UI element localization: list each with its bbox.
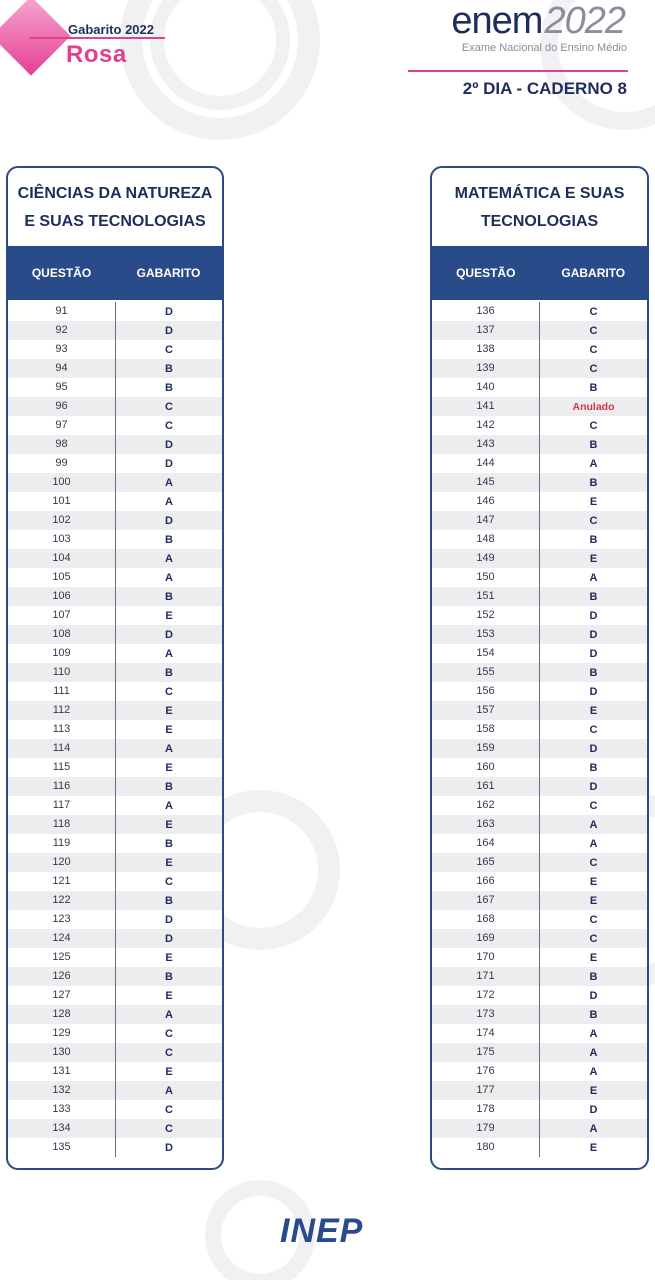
answer-value: Anulado (572, 400, 615, 413)
question-number: 135 (8, 1138, 116, 1157)
table-row (432, 663, 647, 682)
answer-value: E (589, 1141, 598, 1154)
answer-value: D (589, 685, 598, 698)
table-row (8, 853, 222, 872)
question-number: 174 (432, 1024, 540, 1043)
table-row (432, 1119, 647, 1138)
question-number: 163 (432, 815, 540, 834)
question-number: 141 (432, 397, 540, 416)
table-row (432, 872, 647, 891)
question-number: 152 (432, 606, 540, 625)
question-number: 122 (8, 891, 116, 910)
table-row (8, 910, 222, 929)
question-number: 164 (432, 834, 540, 853)
question-number: 121 (8, 872, 116, 891)
table-row (432, 321, 647, 340)
question-number: 130 (8, 1043, 116, 1062)
badge-divider (30, 37, 165, 39)
question-number: 124 (8, 929, 116, 948)
table-row (432, 454, 647, 473)
answer-table-natural-sciences (6, 166, 224, 1170)
question-number: 125 (8, 948, 116, 967)
answer-value: C (589, 913, 598, 926)
question-number: 123 (8, 910, 116, 929)
answer-value: B (589, 438, 598, 451)
question-number: 180 (432, 1138, 540, 1157)
badge-title: Gabarito 2022 (68, 22, 154, 37)
answer-value: A (589, 457, 598, 470)
table-row (432, 549, 647, 568)
question-number: 120 (8, 853, 116, 872)
answer-value: B (165, 970, 173, 983)
answer-value: C (165, 1122, 173, 1135)
answer-value: E (165, 704, 173, 717)
answer-value: C (165, 343, 173, 356)
table-row (8, 1005, 222, 1024)
enem-logo-word: enem (451, 0, 543, 42)
question-number: 99 (8, 454, 116, 473)
answer-table-mathematics (430, 166, 649, 1170)
answer-value: D (589, 628, 598, 641)
answer-value: D (165, 305, 173, 318)
answer-value: B (589, 381, 598, 394)
table-row (8, 321, 222, 340)
table-row (432, 758, 647, 777)
table-row (432, 1138, 647, 1157)
answer-value: D (165, 628, 173, 641)
question-number: 148 (432, 530, 540, 549)
table-row (432, 644, 647, 663)
table-row (432, 834, 647, 853)
question-number: 178 (432, 1100, 540, 1119)
question-number: 139 (432, 359, 540, 378)
answer-value: B (165, 362, 173, 375)
table-row (432, 302, 647, 321)
table-title: CIÊNCIAS DA NATUREZA E SUAS TECNOLOGIAS (17, 185, 213, 230)
question-number: 98 (8, 435, 116, 454)
table-row (8, 872, 222, 891)
table-row (432, 1062, 647, 1081)
table-row (432, 568, 647, 587)
answer-value: E (165, 951, 173, 964)
question-number: 93 (8, 340, 116, 359)
answer-value: C (589, 856, 598, 869)
answer-value: E (589, 704, 598, 717)
question-number: 114 (8, 739, 116, 758)
enem-logo (451, 0, 625, 43)
answer-value: D (589, 609, 598, 622)
table-row (432, 1024, 647, 1043)
table-row (8, 416, 222, 435)
inep-logo: INEP (280, 1212, 364, 1250)
answer-value: A (165, 742, 173, 755)
question-number: 177 (432, 1081, 540, 1100)
table-header (8, 246, 222, 300)
question-number: 167 (432, 891, 540, 910)
answer-value: B (165, 666, 173, 679)
answer-value: E (165, 761, 173, 774)
question-number: 145 (432, 473, 540, 492)
table-row (8, 1062, 222, 1081)
table-row (8, 511, 222, 530)
table-row (8, 834, 222, 853)
question-number: 176 (432, 1062, 540, 1081)
table-row (432, 777, 647, 796)
table-row (432, 948, 647, 967)
table-row (8, 644, 222, 663)
answer-value: B (589, 666, 598, 679)
answer-value: B (589, 590, 598, 603)
question-number: 150 (432, 568, 540, 587)
table-rows (8, 300, 222, 1157)
answer-value: A (165, 552, 173, 565)
question-number: 166 (432, 872, 540, 891)
table-row (8, 720, 222, 739)
table-row (8, 815, 222, 834)
table-row (432, 815, 647, 834)
answer-value: E (165, 989, 173, 1002)
answer-value: C (589, 932, 598, 945)
answer-value: C (165, 1103, 173, 1116)
answer-value: E (165, 723, 173, 736)
question-number: 129 (8, 1024, 116, 1043)
question-number: 95 (8, 378, 116, 397)
answer-value: A (165, 495, 173, 508)
answer-value: C (589, 343, 598, 356)
table-row (432, 701, 647, 720)
question-number: 104 (8, 549, 116, 568)
answer-value: B (165, 837, 173, 850)
table-row (8, 891, 222, 910)
table-row (8, 473, 222, 492)
answer-value: A (165, 799, 173, 812)
table-title: MATEMÁTICA E SUAS TECNOLOGIAS (454, 185, 625, 230)
table-row (8, 587, 222, 606)
column-header-question: QUESTÃO (31, 266, 92, 280)
question-number: 149 (432, 549, 540, 568)
table-row (8, 302, 222, 321)
answer-value: E (589, 495, 598, 508)
answer-value: E (165, 609, 173, 622)
table-row (8, 435, 222, 454)
table-row (432, 796, 647, 815)
answer-value: E (589, 894, 598, 907)
answer-value: C (589, 723, 598, 736)
answer-value: D (165, 1141, 173, 1154)
answer-value: A (589, 818, 598, 831)
table-row (8, 929, 222, 948)
table-row (8, 777, 222, 796)
answer-value: A (165, 571, 173, 584)
column-header-answer: GABARITO (136, 266, 201, 280)
question-number: 92 (8, 321, 116, 340)
question-number: 112 (8, 701, 116, 720)
table-row (8, 758, 222, 777)
table-row (8, 967, 222, 986)
answer-value: C (589, 362, 598, 375)
answer-value: D (589, 742, 598, 755)
answer-value: D (165, 514, 173, 527)
table-row (432, 435, 647, 454)
question-number: 158 (432, 720, 540, 739)
answer-value: E (589, 951, 598, 964)
table-row (432, 492, 647, 511)
question-number: 157 (432, 701, 540, 720)
table-row (432, 511, 647, 530)
answer-value: C (589, 305, 598, 318)
question-number: 91 (8, 302, 116, 321)
answer-value: D (589, 780, 598, 793)
table-row (432, 1043, 647, 1062)
question-number: 147 (432, 511, 540, 530)
answer-value: A (589, 1122, 598, 1135)
answer-value: C (589, 324, 598, 337)
table-row (8, 1043, 222, 1062)
table-row (432, 625, 647, 644)
table-row (8, 625, 222, 644)
question-number: 175 (432, 1043, 540, 1062)
question-number: 138 (432, 340, 540, 359)
table-row (8, 454, 222, 473)
table-row (432, 397, 647, 416)
question-number: 132 (8, 1081, 116, 1100)
table-row (432, 720, 647, 739)
question-number: 127 (8, 986, 116, 1005)
table-row (432, 967, 647, 986)
question-number: 118 (8, 815, 116, 834)
answer-value: A (589, 1027, 598, 1040)
answer-value: C (589, 419, 598, 432)
table-row (432, 416, 647, 435)
column-header-question: QUESTÃO (456, 266, 516, 280)
answer-value: D (589, 647, 598, 660)
answer-value: B (165, 780, 173, 793)
table-row (8, 359, 222, 378)
answer-value: A (165, 476, 173, 489)
answer-value: A (589, 837, 598, 850)
badge-color-label: Rosa (66, 41, 127, 68)
table-row (8, 606, 222, 625)
question-number: 162 (432, 796, 540, 815)
question-number: 131 (8, 1062, 116, 1081)
answer-value: B (589, 1008, 598, 1021)
table-row (432, 359, 647, 378)
question-number: 96 (8, 397, 116, 416)
answer-value: D (165, 913, 173, 926)
question-number: 144 (432, 454, 540, 473)
question-number: 111 (8, 682, 116, 701)
question-number: 143 (432, 435, 540, 454)
question-number: 170 (432, 948, 540, 967)
table-row (8, 530, 222, 549)
question-number: 142 (432, 416, 540, 435)
table-rows (432, 300, 647, 1157)
answer-value: C (589, 799, 598, 812)
table-row (8, 397, 222, 416)
question-number: 179 (432, 1119, 540, 1138)
question-number: 156 (432, 682, 540, 701)
answer-value: E (165, 818, 173, 831)
question-number: 165 (432, 853, 540, 872)
question-number: 119 (8, 834, 116, 853)
answer-value: B (589, 970, 598, 983)
table-row (8, 492, 222, 511)
answer-value: B (589, 761, 598, 774)
answer-value: C (589, 514, 598, 527)
answer-value: C (165, 1027, 173, 1040)
question-number: 106 (8, 587, 116, 606)
table-row (8, 1119, 222, 1138)
table-row (432, 378, 647, 397)
question-number: 160 (432, 758, 540, 777)
question-number: 151 (432, 587, 540, 606)
question-number: 161 (432, 777, 540, 796)
table-row (432, 739, 647, 758)
question-number: 109 (8, 644, 116, 663)
answer-value: E (165, 856, 173, 869)
question-number: 108 (8, 625, 116, 644)
table-row (8, 701, 222, 720)
background-swirl (120, 0, 320, 140)
table-row (8, 1024, 222, 1043)
enem-subtitle: Exame Nacional do Ensino Médio (461, 42, 627, 54)
question-number: 116 (8, 777, 116, 796)
answer-value: E (589, 552, 598, 565)
answer-value: B (165, 590, 173, 603)
table-row (432, 473, 647, 492)
question-number: 173 (432, 1005, 540, 1024)
table-row (432, 587, 647, 606)
answer-value: A (589, 571, 598, 584)
table-row (8, 682, 222, 701)
answer-value: B (165, 894, 173, 907)
answer-value: B (589, 533, 598, 546)
question-number: 136 (432, 302, 540, 321)
table-row (8, 739, 222, 758)
table-row (8, 986, 222, 1005)
question-number: 137 (432, 321, 540, 340)
answer-value: D (165, 438, 173, 451)
question-number: 100 (8, 473, 116, 492)
answer-value: A (165, 1084, 173, 1097)
enem-logo-year: 2022 (544, 0, 625, 42)
answer-value: C (165, 1046, 173, 1059)
question-number: 94 (8, 359, 116, 378)
question-number: 128 (8, 1005, 116, 1024)
question-number: 101 (8, 492, 116, 511)
column-header-answer: GABARITO (561, 266, 626, 280)
table-row (432, 891, 647, 910)
answer-value: C (165, 400, 173, 413)
answer-value: E (589, 875, 598, 888)
answer-value: B (165, 533, 173, 546)
question-number: 146 (432, 492, 540, 511)
table-row (432, 910, 647, 929)
answer-value: A (165, 647, 173, 660)
answer-value: B (589, 476, 598, 489)
question-number: 155 (432, 663, 540, 682)
table-row (8, 1100, 222, 1119)
table-row (432, 682, 647, 701)
table-row (8, 948, 222, 967)
answer-value: C (165, 875, 173, 888)
table-row (8, 549, 222, 568)
table-row (432, 929, 647, 948)
table-row (432, 986, 647, 1005)
question-number: 97 (8, 416, 116, 435)
question-number: 159 (432, 739, 540, 758)
question-number: 154 (432, 644, 540, 663)
table-row (432, 530, 647, 549)
answer-value: E (589, 1084, 598, 1097)
answer-value: A (165, 1008, 173, 1021)
answer-value: D (165, 457, 173, 470)
question-number: 107 (8, 606, 116, 625)
table-header (432, 246, 647, 300)
table-row (432, 606, 647, 625)
answer-value: D (165, 324, 173, 337)
answer-value: E (165, 1065, 173, 1078)
background-swirl (150, 0, 290, 110)
day-label: 2º DIA - CADERNO 8 (462, 79, 627, 98)
answer-value: C (165, 685, 173, 698)
question-number: 117 (8, 796, 116, 815)
question-number: 171 (432, 967, 540, 986)
table-row (8, 568, 222, 587)
question-number: 105 (8, 568, 116, 587)
question-number: 168 (432, 910, 540, 929)
table-row (432, 340, 647, 359)
question-number: 126 (8, 967, 116, 986)
question-number: 103 (8, 530, 116, 549)
question-number: 110 (8, 663, 116, 682)
table-row (8, 663, 222, 682)
question-number: 169 (432, 929, 540, 948)
answer-value: B (165, 381, 173, 394)
table-row (432, 853, 647, 872)
answer-value: A (589, 1046, 598, 1059)
answer-value: A (589, 1065, 598, 1078)
table-row (8, 378, 222, 397)
question-number: 115 (8, 758, 116, 777)
table-row (432, 1081, 647, 1100)
answer-value: C (165, 419, 173, 432)
table-row (432, 1005, 647, 1024)
table-row (8, 340, 222, 359)
question-number: 153 (432, 625, 540, 644)
answer-value: D (589, 989, 598, 1002)
question-number: 133 (8, 1100, 116, 1119)
table-row (8, 1138, 222, 1157)
header-divider (408, 70, 628, 72)
table-row (8, 1081, 222, 1100)
question-number: 140 (432, 378, 540, 397)
answer-value: D (589, 1103, 598, 1116)
question-number: 134 (8, 1119, 116, 1138)
answer-value: D (165, 932, 173, 945)
question-number: 113 (8, 720, 116, 739)
table-row (432, 1100, 647, 1119)
question-number: 172 (432, 986, 540, 1005)
table-row (8, 796, 222, 815)
question-number: 102 (8, 511, 116, 530)
